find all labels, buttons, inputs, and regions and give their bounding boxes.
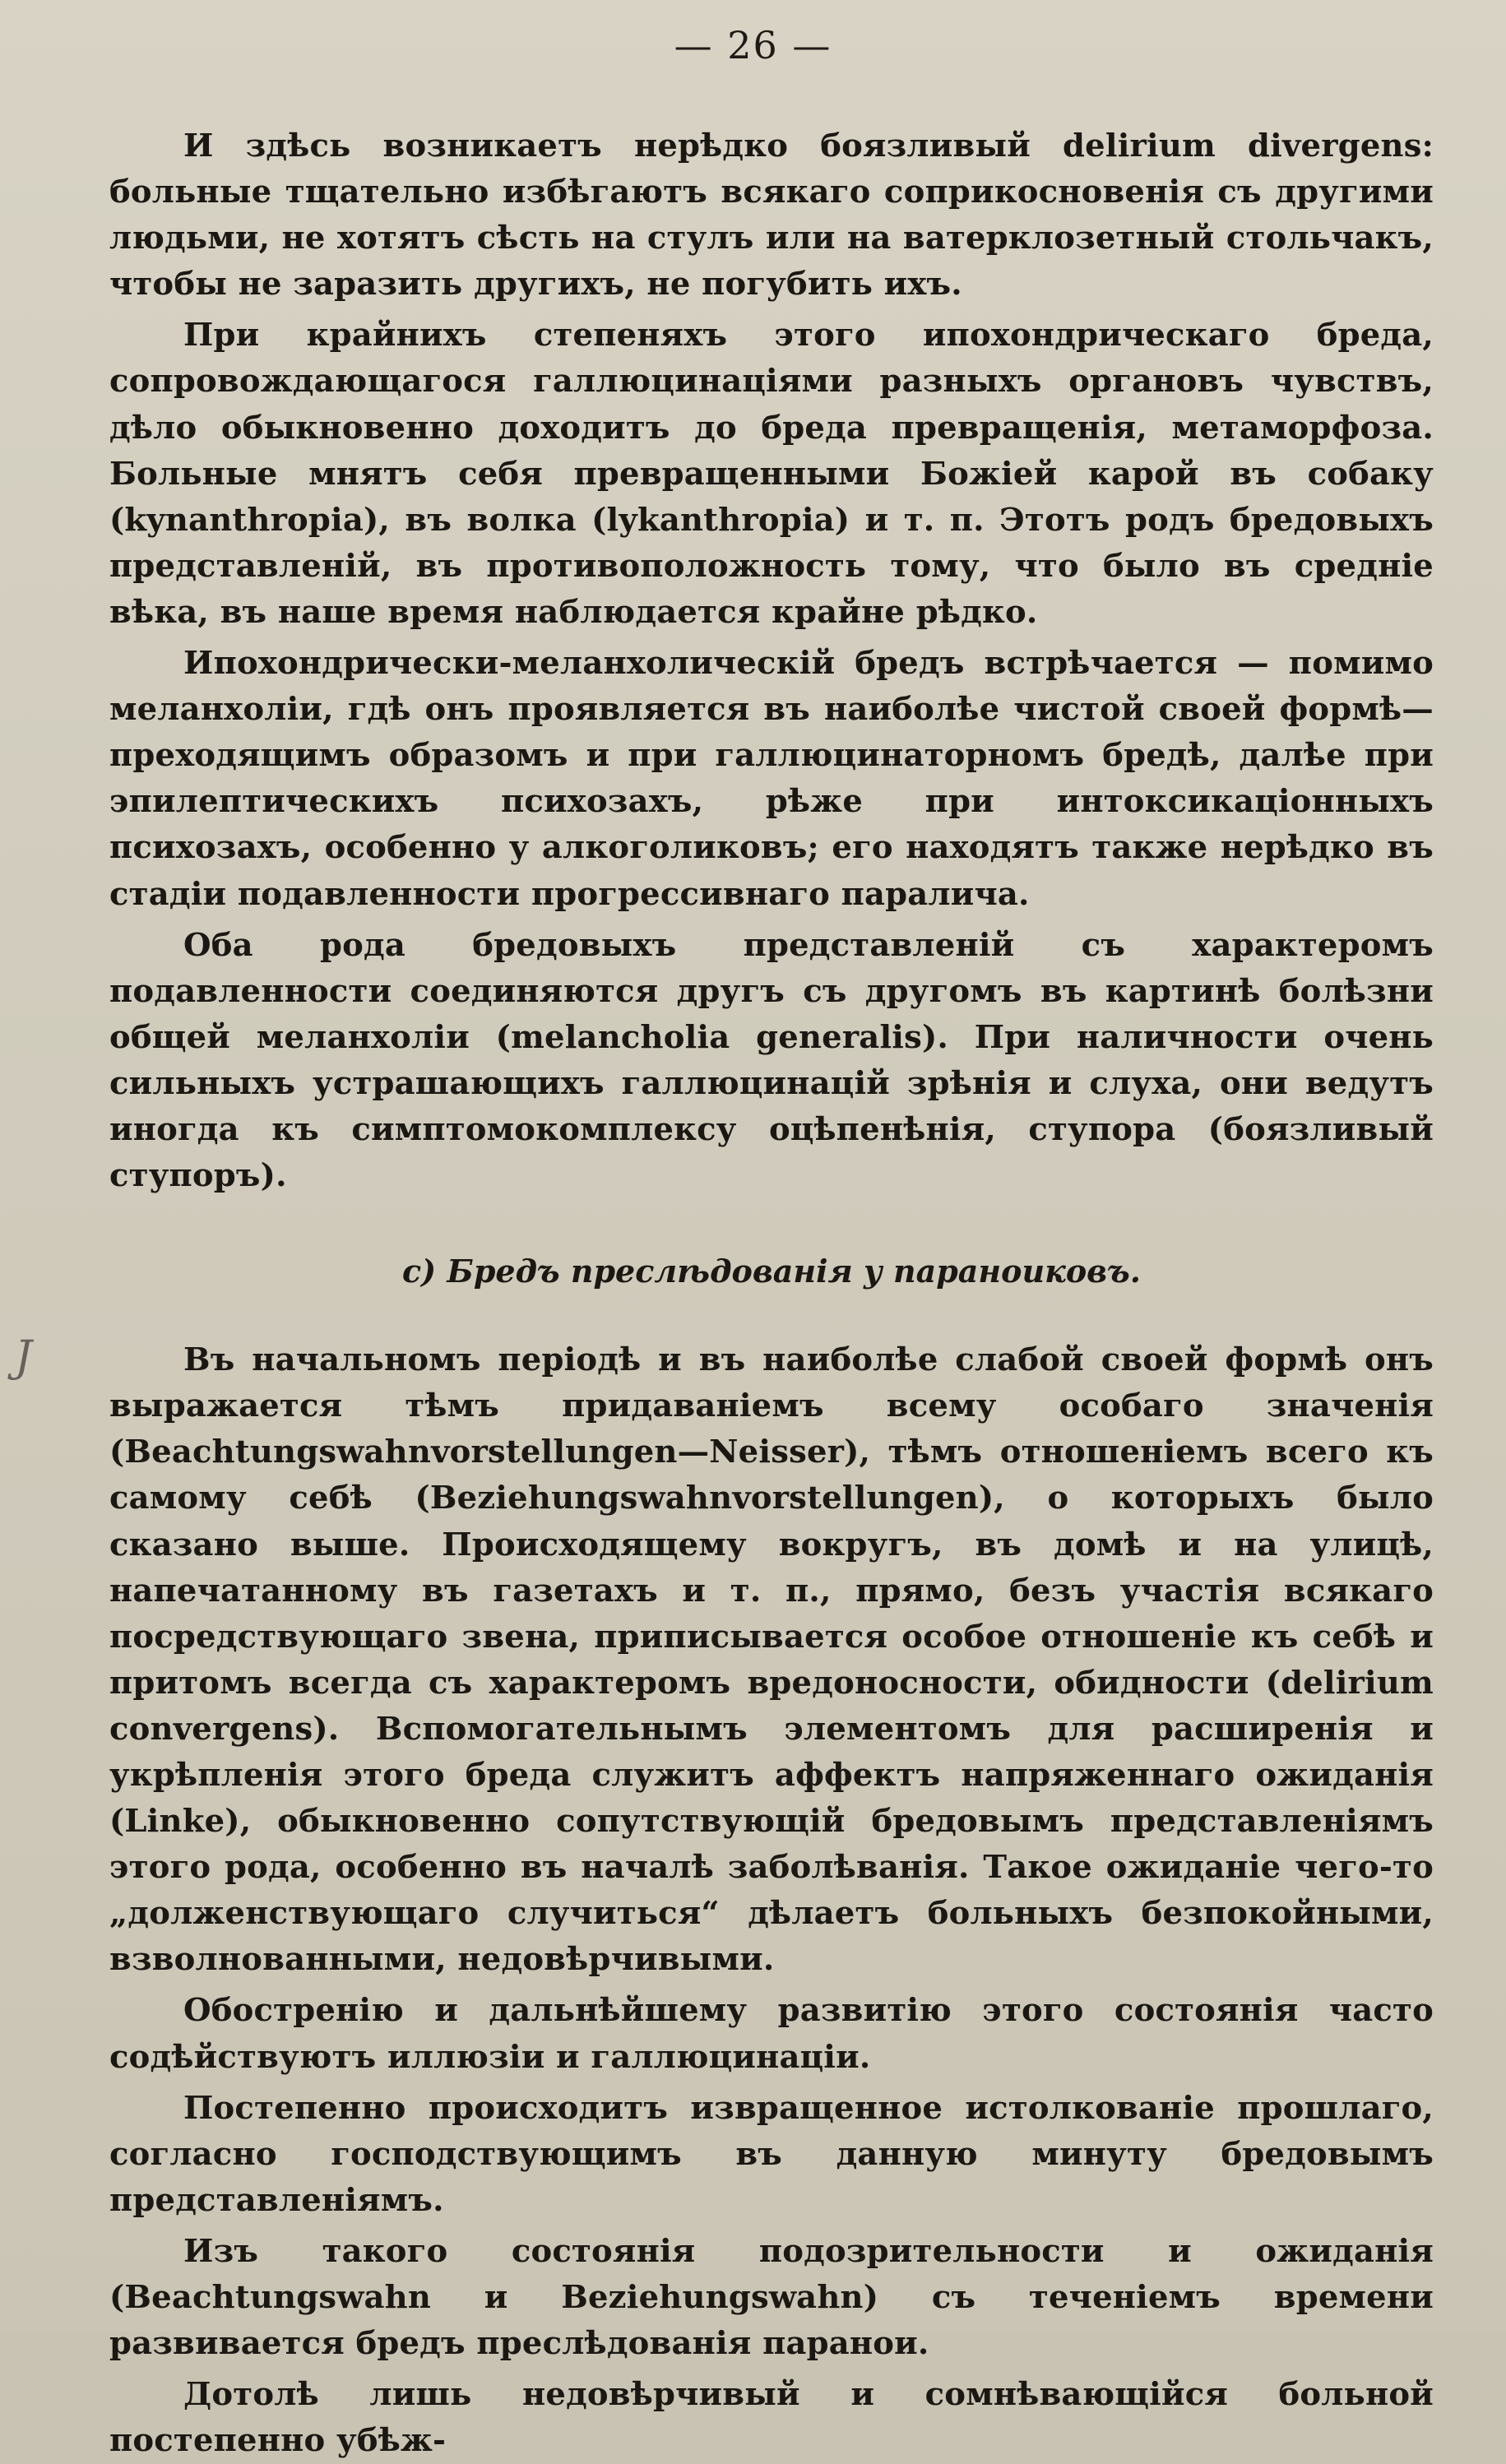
paragraph: Ипохондрически-меланхолическій бредъ встрѣчается — помимо меланхоліи, гдѣ онъ проявляется въ наиболѣе чистой своей формѣ—преходящимъ образомъ и при галлюцинаторномъ бредѣ, далѣе при эпилептическихъ психозахъ, рѣже при интоксикаціонныхъ психозахъ, особенно у алкоголиковъ; его находятъ также нерѣдко въ стадіи подавленности прогрессивнаго паралича. (109, 645, 1434, 913)
paragraph: Дотолѣ лишь недовѣрчивый и сомнѣвающійся больной постепенно убѣж- (109, 2376, 1434, 2460)
page-number: — 26 — (674, 23, 832, 67)
paragraph: Обостренію и дальнѣйшему развитію этого состоянія часто содѣйствуютъ иллюзіи и галлюцинаціи. (109, 1992, 1434, 2076)
paragraph: И здѣсь возникаетъ нерѣдко боязливый delirium divergens: больные тщательно избѣгаютъ всякаго соприкосновенія съ другими людьми, не хотятъ сѣсть на стулъ или на ватерклозетный стольчакъ, чтобы не заразить другихъ, не погубить ихъ. (109, 127, 1434, 303)
body-text (109, 123, 1434, 2464)
section-heading: c) Бредъ преслѣдованія у параноиковъ. (402, 1253, 1141, 1290)
paragraph: Оба рода бредовыхъ представленій съ характеромъ подавленности соединяются другъ съ другомъ въ картинѣ болѣзни общей меланхоліи (melancholia generalis). При наличности очень сильныхъ устрашающихъ галлюцинацій зрѣнія и слуха, они ведутъ иногда къ симптомокомплексу оцѣпенѣнія, ступора (боязливый ступоръ). (109, 926, 1434, 1195)
paragraph: Постепенно происходитъ извращенное истолкованіе прошлаго, согласно господствующимъ въ данную минуту бредовымъ представленіямъ. (109, 2089, 1434, 2219)
paragraph: При крайнихъ степеняхъ этого ипохондрическаго бреда, сопровождающагося галлюцинаціями разныхъ органовъ чувствъ, дѣло обыкновенно доходитъ до бреда превращенія, метаморфоза. Больные мнятъ себя превращенными Божіей карой въ собаку (kynanthropia), въ волка (lykanthropia) и т. п. Этотъ родъ бредовыхъ представленій, въ противоположность тому, что было въ средніе вѣка, въ наше время наблюдается крайне рѣдко. (109, 317, 1434, 631)
paragraph: Въ начальномъ періодѣ и въ наиболѣе слабой своей формѣ онъ выражается тѣмъ придаваніемъ всему особаго значенія (Beachtungswahnvorstellungen—Neisser), тѣмъ отношеніемъ всего къ самому себѣ (Beziehungswahnvorstellungen), о которыхъ было сказано выше. Происходящему вокругъ, въ домѣ и на улицѣ, напечатанному въ газетахъ и т. п., прямо, безъ участія всякаго посредствующаго звена, приписывается особое отношеніе къ себѣ и притомъ всегда съ характеромъ вредоносности, обидности (delirium convergens). Вспомогательнымъ элементомъ для расширенія и укрѣпленія этого бреда служитъ аффектъ напряженнаго ожиданія (Linke), обыкновенно сопутствующій бредовымъ представленіямъ этого рода, особенно въ началѣ заболѣванія. Такое ожиданіе чего-то „долженствующаго случиться“ дѣлаетъ больныхъ безпокойными, взволнованными, недовѣрчивыми. (109, 1341, 1434, 1979)
paragraph: Изъ такого состоянія подозрительности и ожиданія (Beachtungswahn и Beziehungswahn) съ теченіемъ времени развивается бредъ преслѣдованія паранои. (109, 2232, 1434, 2363)
margin-pencil-mark: J (15, 1332, 32, 1382)
